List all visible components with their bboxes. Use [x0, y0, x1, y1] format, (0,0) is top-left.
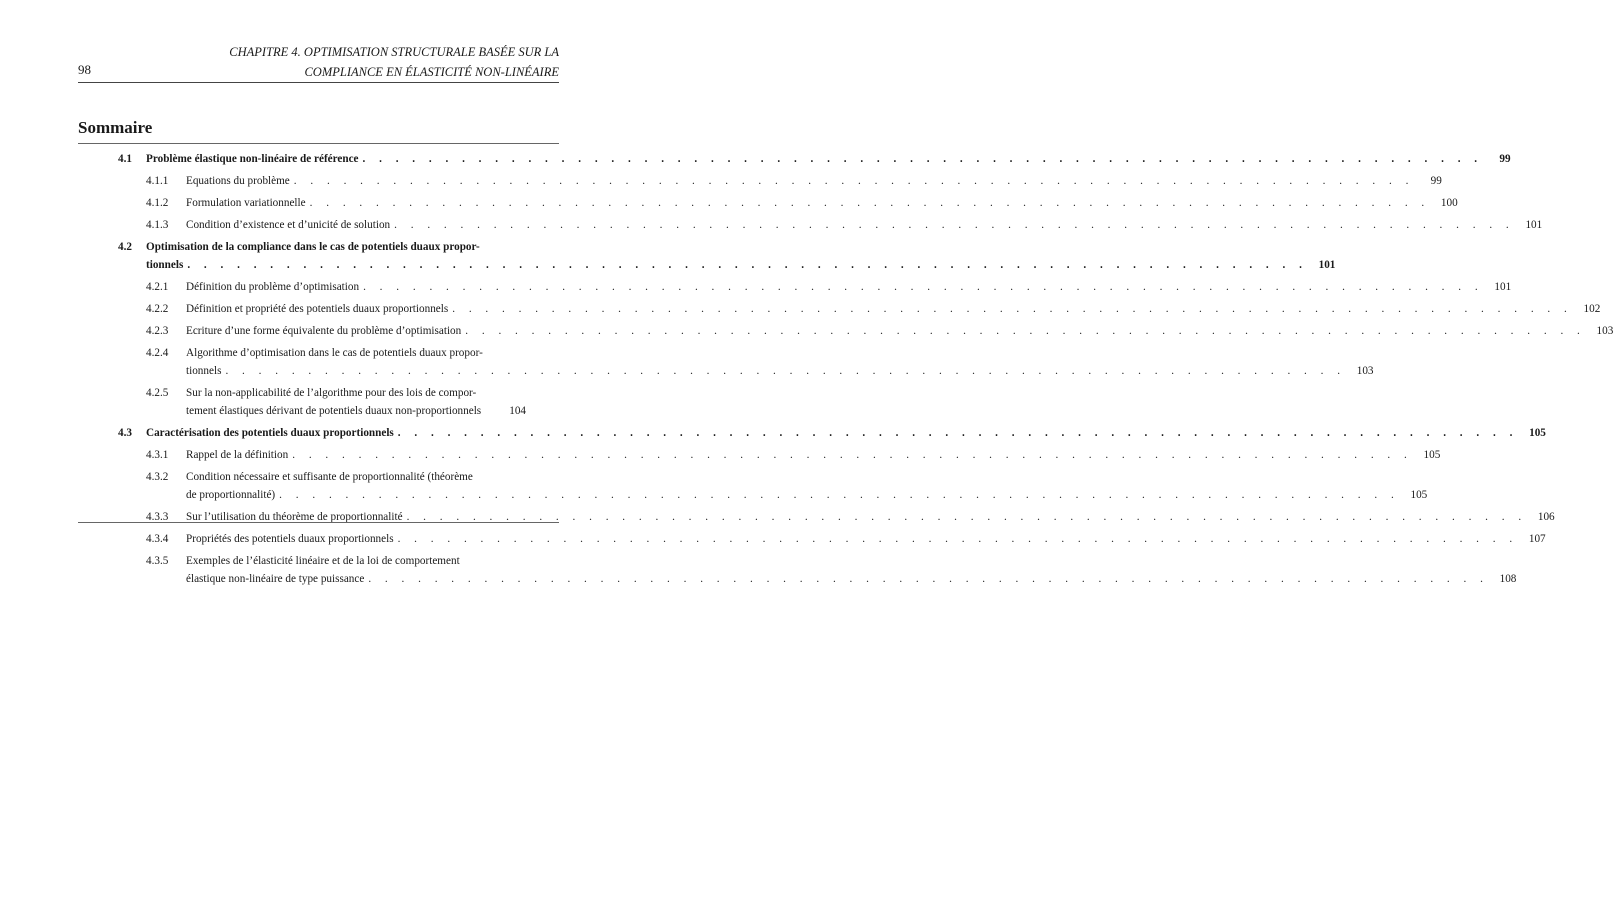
toc-leader: . . . . . . . . . . . . . . . . . . . . . . . . . . . . . . . . . . . . . . . . . . . . . . . . . . . . . . . . . . . . . . . . . . . .: [187, 259, 1308, 271]
toc-text: Sur l’utilisation du théorème de proportionnalité: [186, 511, 403, 523]
toc-leader: . . . . . . . . . . . . . . . . . . . . . . . . . . . . . . . . . . . . . . . . . . . . . . . . . . . . . . . . . . . . . . . . . . . .: [368, 573, 1489, 585]
toc-text-line1: Sur la non-applicabilité de l’algorithme pour des lois de compor-: [186, 387, 477, 399]
table-of-contents: [118, 150, 1613, 592]
toc-number: 4.1.2: [146, 197, 169, 209]
toc-entry-4-3-5[interactable]: [118, 552, 1517, 588]
toc-page: 106: [1537, 511, 1555, 523]
toc-number: 4.2.5: [146, 387, 169, 399]
toc-text-line1: Optimisation de la compliance dans le cas de potentiels duaux propor-: [146, 241, 480, 253]
toc-text-line2: tement élastiques dérivant de potentiels duaux non-proportionnels: [186, 405, 482, 417]
toc-entry-4-3-1[interactable]: [118, 446, 1441, 464]
page-number: 98: [78, 62, 91, 77]
toc-page: 105: [1529, 427, 1546, 439]
toc-page: 108: [1499, 573, 1517, 585]
toc-entry-4-1-1[interactable]: [118, 172, 1442, 190]
toc-number: 4.3: [118, 427, 132, 439]
toc-leader: . . . . . . . . . . . . . . . . . . . . . . . . . . . . . . . . . . . . . . . . . . . . . . . . . . . . . . . . . . . . . . . . . . . .: [362, 153, 1483, 165]
toc-entry-4-3-3[interactable]: [118, 508, 1555, 526]
toc-leader: . . . . . . . . . . . . . . . . . . . . . . . . . . . . . . . . . . . . . . . . . . . . . . . . . . . . . . . . . . . . . . . . . . . .: [397, 533, 1518, 545]
toc-entry-4-2-2[interactable]: [118, 300, 1601, 318]
toc-text: Caractérisation des potentiels duaux proportionnels: [146, 427, 394, 439]
toc-leader: . . . . . . . . . . . . . . . . . . . . . . . . . . . . . . . . . . . . . . . . . . . . . . . . . . . . . . . . . . . . . . . . . . . .: [452, 303, 1573, 315]
toc-entry-4-2-1[interactable]: [118, 278, 1512, 296]
toc-leader: . . . . . . . . . . . . . . . . . . . . . . . . . . . . . . . . . . . . . . . . . . . . . . . . . . . . . . . . . . . . . . . . . . . .: [363, 281, 1484, 293]
running-head-line2: COMPLIANCE EN ÉLASTICITÉ NON-LINÉAIRE: [304, 65, 559, 79]
toc-page: 101: [1525, 219, 1543, 231]
toc-number: 4.3.4: [146, 533, 169, 545]
toc-leader: . . . . . . . . . . . . . . . . . . . . . . . . . . . . . . . . . . . . . . . . . . . . . . . . . . . . . . . . . . . . . . . . . . . .: [397, 427, 1518, 439]
toc-leader: . . . . . . . . . . . . . . . . . . . . . . . . . . . . . . . . . . . . . . . . . . . . . . . . . . . . . . . . . . . . . . . . . . . .: [309, 197, 1430, 209]
toc-number: 4.1: [118, 153, 132, 165]
toc-text-line1: Exemples de l’élasticité linéaire et de la loi de comportement: [186, 555, 460, 567]
toc-entry-4-2-4[interactable]: [118, 344, 1374, 380]
toc-rule-bottom: [78, 522, 559, 523]
toc-leader: . . . . . . . . . . . . . . . . . . . . . . . . . . . . . . . . . . . . . . . . . . . . . . . . . . . . . . . . . . . . . . . . . . . .: [225, 365, 1346, 377]
running-head-line1: CHAPITRE 4. OPTIMISATION STRUCTURALE BASÉE SUR LA: [229, 45, 559, 59]
toc-page: 100: [1440, 197, 1458, 209]
toc-page: 101: [1494, 281, 1512, 293]
toc-number: 4.1.1: [146, 175, 169, 187]
toc-leader: . . . . . . . . . . . . . . . . . . . . . . . . . . . . . . . . . . . . . . . . . . . . . . . . . . . . . . . . . . . . . . . . . . . .: [465, 325, 1586, 337]
toc-text-line1: Condition nécessaire et suffisante de proportionnalité (théorème: [186, 471, 473, 483]
toc-page: 107: [1528, 533, 1546, 545]
toc-leader: . . . . . . . . . . . . . . . . . . . . . . . . . . . . . . . . . . . . . . . . . . . . . . . . . . . . . . . . . . . . . . . . . . . .: [394, 219, 1515, 231]
toc-page: 104: [509, 405, 526, 417]
toc-leader: . . . . . . . . . . . . . . . . . . . . . . . . . . . . . . . . . . . . . . . . . . . . . . . . . . . . . . . . . . . . . . . . . . . .: [279, 489, 1400, 501]
toc-number: 4.2.2: [146, 303, 169, 315]
toc-text: Définition et propriété des potentiels duaux proportionnels: [186, 303, 449, 315]
toc-text: Propriétés des potentiels duaux proportionnels: [186, 533, 394, 545]
toc-entry-4-3-2[interactable]: [118, 468, 1428, 504]
toc-number: 4.2.4: [146, 347, 169, 359]
toc-entry-4-1-2[interactable]: [118, 194, 1458, 212]
toc-page: 99: [1499, 153, 1511, 165]
toc-text: Problème élastique non-linéaire de référence: [146, 153, 359, 165]
toc-rule-top: [78, 143, 559, 144]
toc-title: Sommaire: [78, 118, 153, 137]
toc-page: 99: [1430, 175, 1442, 187]
toc-number: 4.3.1: [146, 449, 169, 461]
toc-leader: . . . . . . . . . . . . . . . . . . . . . . . . . . . . . . . . . . . . . . . . . . . . . . . . . . . . . . . . . . . . . . . . . . . .: [292, 449, 1413, 461]
toc-leader: . . . . . . . . . . . . . . . . . . . . . . . . . . . . . . . . . . . . . . . . . . . . . . . . . . . . . . . . . . . . . . . . . . . .: [406, 511, 1527, 523]
toc-number: 4.2.1: [146, 281, 169, 293]
toc-text: Equations du problème: [186, 175, 290, 187]
toc-number: 4.1.3: [146, 219, 169, 231]
toc-leader: . . . . . . . . . . . . . . . . . . . . . . . . . . . . . . . . . . . . . . . . . . . . . . . . . . . . . . . . . . . . . . . . . . . .: [293, 175, 1414, 187]
running-head: [139, 42, 559, 82]
toc-number: 4.3.3: [146, 511, 169, 523]
toc-text: Rappel de la définition: [186, 449, 289, 461]
toc-text: Formulation variationnelle: [186, 197, 306, 209]
toc-page: 105: [1410, 489, 1428, 501]
toc-number: 4.3.2: [146, 471, 169, 483]
toc-page: 103: [1356, 365, 1374, 377]
toc-entry-4-1[interactable]: [118, 150, 1511, 168]
toc-page: 102: [1583, 303, 1601, 315]
toc-text-line2: tionnels: [146, 259, 184, 271]
toc-text-line1: Algorithme d’optimisation dans le cas de potentiels duaux propor-: [186, 347, 483, 359]
toc-number: 4.3.5: [146, 555, 169, 567]
toc-entry-4-2[interactable]: [118, 238, 1336, 274]
toc-page: 101: [1318, 259, 1336, 271]
toc-text-line2: de proportionnalité): [186, 489, 276, 501]
toc-text-line2: élastique non-linéaire de type puissance: [186, 573, 365, 585]
header-rule: [78, 82, 559, 83]
toc-page: 105: [1423, 449, 1441, 461]
toc-number: 4.2: [118, 241, 132, 253]
toc-text: Définition du problème d’optimisation: [186, 281, 360, 293]
toc-text: Condition d’existence et d’unicité de solution: [186, 219, 391, 231]
toc-text-line2: tionnels: [186, 365, 222, 377]
toc-entry-4-3-4[interactable]: [118, 530, 1546, 548]
toc-entry-4-2-3[interactable]: [118, 322, 1613, 340]
toc-page: 103: [1596, 325, 1613, 337]
toc-text: Ecriture d’une forme équivalente du problème d’optimisation: [186, 325, 462, 337]
toc-number: 4.2.3: [146, 325, 169, 337]
toc-entry-4-3[interactable]: [118, 424, 1546, 442]
toc-entry-4-1-3[interactable]: [118, 216, 1543, 234]
toc-entry-4-2-5[interactable]: [118, 384, 526, 420]
